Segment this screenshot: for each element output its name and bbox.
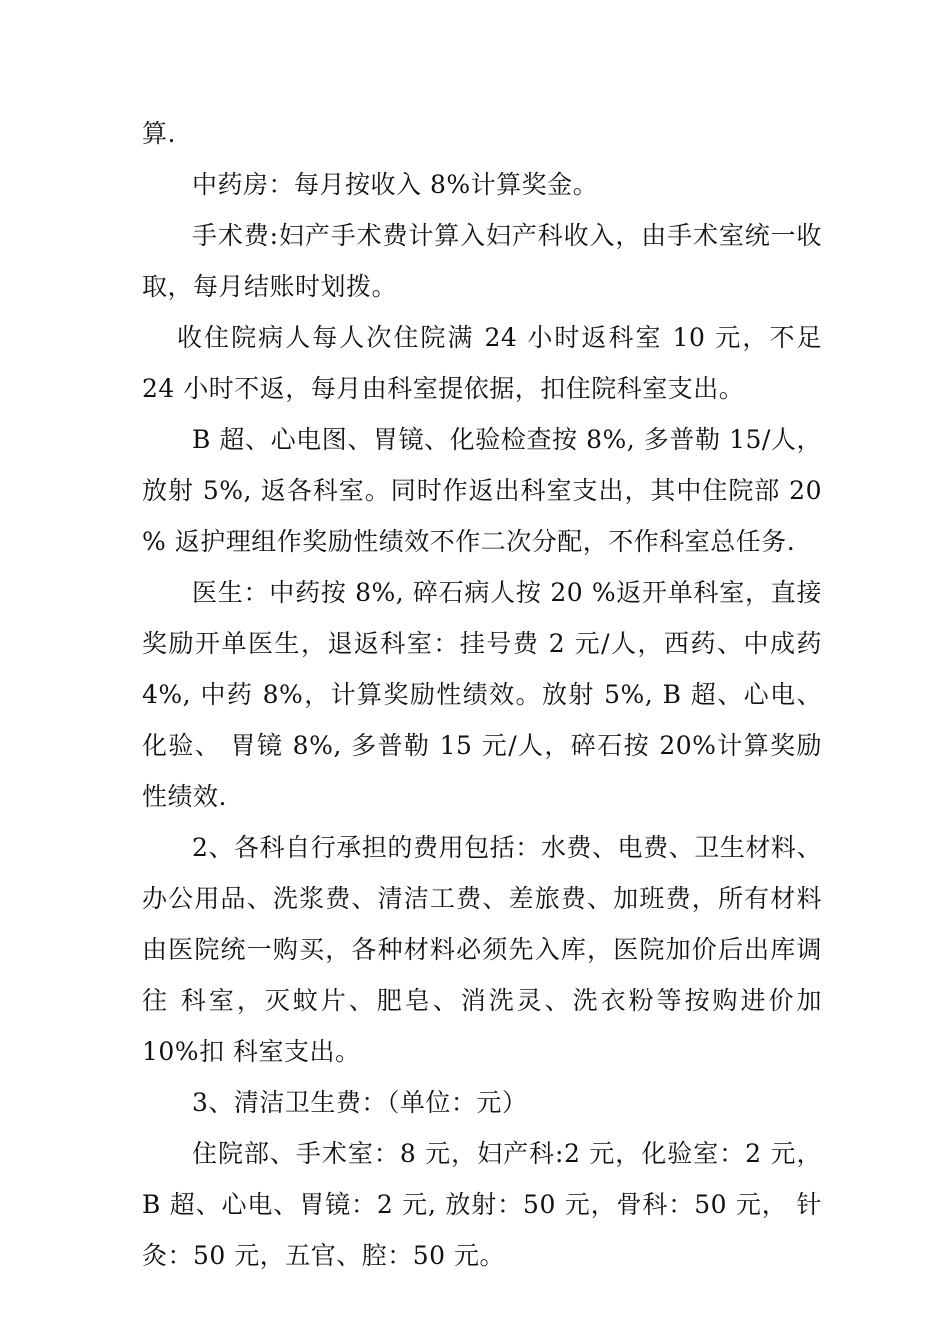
paragraph-department-costs: 2、各科自行承担的费用包括：水费、电费、卫生材料、办公用品、洗浆费、清洁工费、差旅费、加班费，所有材料由医院统一购买，各种材料必须先入库，医院加价后出库调往 科室，灭蚊片、肥皂、消洗灵、洗衣粉等按购进价加 10%扣 科室支出。 <box>142 833 822 1066</box>
paragraph-inpatient: 收住院病人每人次住院满 24 小时返科室 10 元，不足 24 小时不返，每月由科室提依据，扣住院科室支出。 <box>142 323 822 403</box>
paragraph-surgery-fee: 手术费:妇产手术费计算入妇产科收入，由手术室统一收取，每月结账时划拨。 <box>142 221 822 301</box>
paragraph-doctors: 医生：中药按 8%, 碎石病人按 20 %返开单科室，直接 奖励开单医生，退返科室：挂号费 2 元/人，西药、中成药 4%, 中药 8%，计算奖励性绩效。放射 5%, B 超、心电、化验、 胃镜 8%, 多普勒 15 元/人，碎石按 20%计算奖励性绩效. <box>142 578 822 811</box>
paragraph-cleaning-fees: 住院部、手术室：8 元，妇产科:2 元，化验室：2 元，B 超、心电、胃镜：2 元, 放射：50 元，骨科：50 元， 针灸：50 元，五官、腔：50 元。 <box>142 1139 822 1270</box>
paragraph-cleaning-heading: 3、清洁卫生费：（单位：元） <box>192 1088 528 1117</box>
document-body <box>142 108 822 1281</box>
paragraph-continuation: 算. <box>142 119 176 148</box>
paragraph-pharmacy: 中药房：每月按收入 8%计算奖金。 <box>192 170 599 199</box>
paragraph-examinations: B 超、心电图、胃镜、化验检查按 8%, 多普勒 15/人， 放射 5%, 返各科室。同时作返出科室支出，其中住院部 20 % 返护理组作奖励性绩效不作二次分配，不作科室总任务. <box>142 425 822 556</box>
